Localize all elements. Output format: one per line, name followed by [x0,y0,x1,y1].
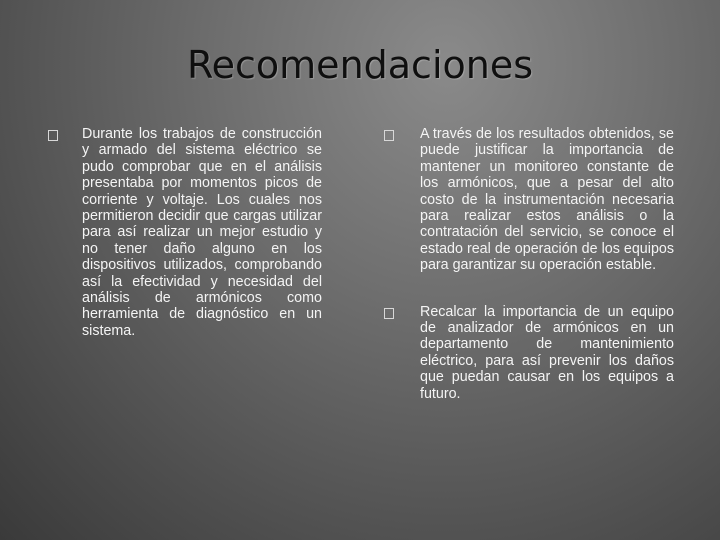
bullet-text: Durante los trabajos de construcción y armado del sistema eléctrico se pudo comprobar que en el análisis presentaba por momentos picos de corriente y voltaje. Los cuales nos permitieron decidir que cargas utilizar para así realizar un mejor estudio y no tener daño alguno en los dispositivos utilizados, comprobando así la efectividad y necesidad del análisis de armónicos como herramienta de diagnóstico en un sistema. [82,126,322,339]
square-bullet-icon [384,130,394,141]
list-item [384,304,674,402]
left-column [48,126,322,369]
list-item [48,126,322,339]
list-item [384,126,674,274]
bullet-text: Recalcar la importancia de un equipo de analizador de armónicos en un departamento de mantenimiento eléctrico, para así prevenir los daños que puedan causar en los equipos a futuro. [420,303,674,402]
square-bullet-icon [48,130,58,141]
right-column [384,126,674,432]
bullet-text: A través de los resultados obtenidos, se puede justificar la importancia de mantener un monitoreo constante de los armónicos, que a pesar del alto costo de la instrumentación necesaria para realizar estos análisis o la contratación del servicio, se conoce el estado real de operación de los equipos para garantizar su operación estable. [420,126,674,274]
slide-title: Recomendaciones [186,43,534,87]
square-bullet-icon [384,308,394,319]
